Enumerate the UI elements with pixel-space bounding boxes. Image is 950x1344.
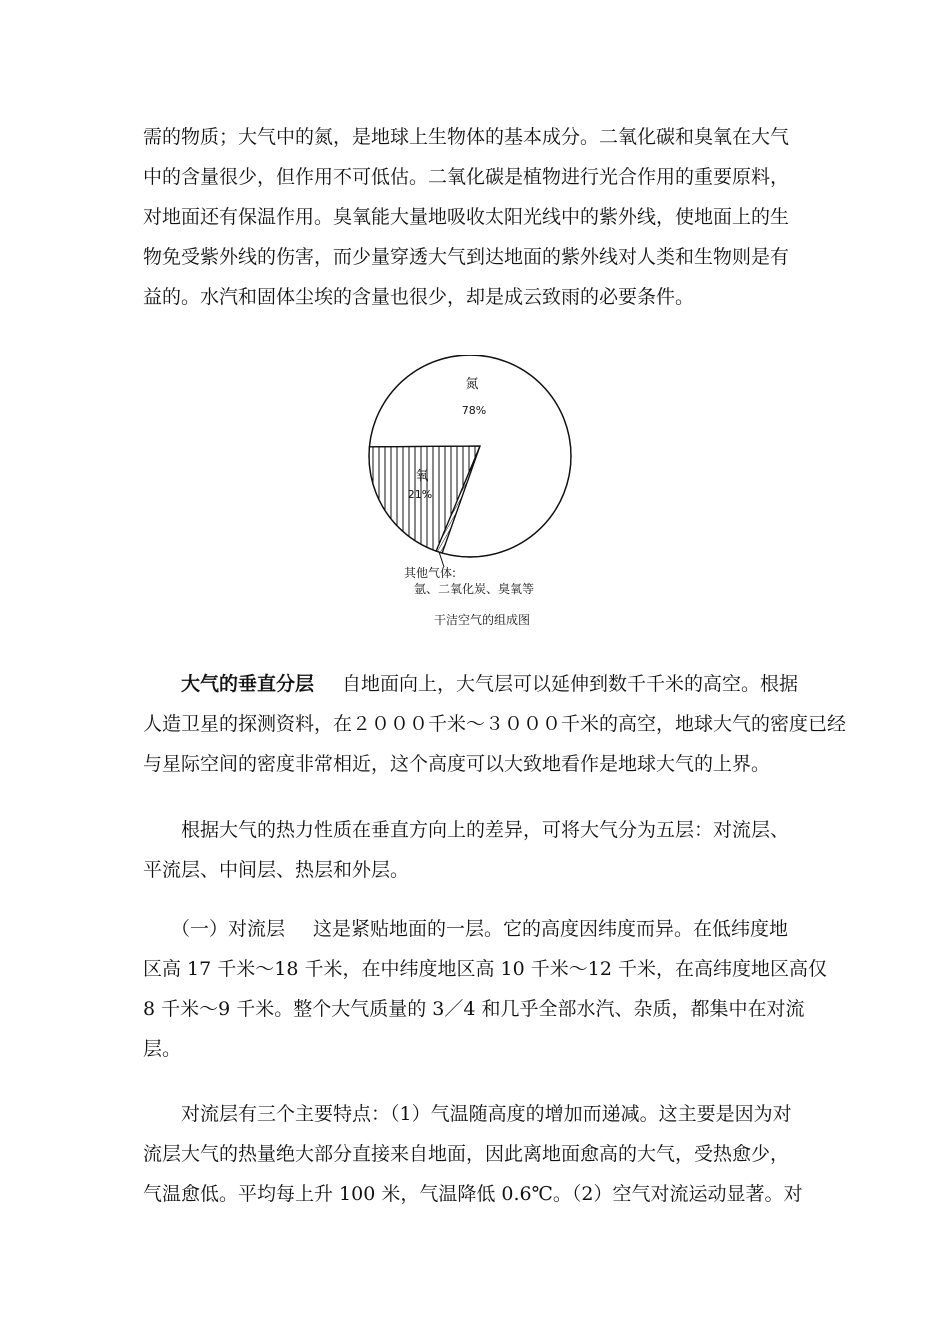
text-line: 8 千米～9 千米。整个大气质量的 3／4 和几乎全部水汽、杂质，都集中在对流 — [143, 998, 805, 1020]
text-line-with-heading — [143, 664, 808, 704]
slice-label-nitrogen: 氮 — [465, 377, 479, 392]
text-line: 自地面向上，大气层可以延伸到数千千米的高空。根据 — [342, 673, 799, 695]
figure-caption: 干洁空气的组成图 — [434, 613, 531, 627]
paragraph-vertical-layers — [143, 664, 847, 784]
text-line: 益的。水汽和固体尘埃的含量也很少，却是成云致雨的必要条件。 — [143, 286, 695, 308]
slice-label-other: 其他气体: — [404, 566, 457, 580]
leader-line-other — [439, 552, 444, 567]
text-line: 对地面还有保温作用。臭氧能大量地吸收太阳光线中的紫外线，使地面上的生 — [143, 206, 790, 228]
slice-label-oxygen: 氧 — [415, 469, 429, 484]
text-line: 区高 17 千米～18 千米，在中纬度地区高 10 千米～12 千米，在高纬度地区高仅 — [143, 958, 827, 980]
section-heading: 大气的垂直分层 — [181, 673, 315, 695]
text-line: 与星际空间的密度非常相近，这个高度可以大致地看作是地球大气的上界。 — [143, 753, 771, 775]
text-line: 平流层、中间层、热层和外层。 — [143, 859, 410, 881]
paragraph-five-layers — [143, 810, 808, 890]
pie-chart-svg — [360, 355, 590, 645]
paragraph-gas-roles — [143, 117, 808, 317]
text-line: 这是紧贴地面的一层。它的高度因纬度而异。在低纬度地 — [313, 918, 789, 940]
paragraph-troposphere-features — [143, 1094, 808, 1214]
text-line: 需的物质；大气中的氮，是地球上生物体的基本成分。二氧化碳和臭氧在大气 — [143, 126, 790, 148]
slice-sublabel-other: 氩、二氧化炭、臭氧等 — [414, 582, 535, 596]
text-line-with-heading — [143, 909, 808, 949]
text-line: 层。 — [143, 1038, 182, 1060]
text-line: 物免受紫外线的伤害，而少量穿透大气到达地面的紫外线对人类和生物则是有 — [143, 246, 790, 268]
text-line: 流层大气的热量绝大部分直接来自地面，因此离地面愈高的大气，受热愈少， — [143, 1143, 790, 1165]
paragraph-troposphere — [143, 909, 827, 1069]
air-composition-figure — [360, 355, 590, 645]
text-line: 中的含量很少，但作用不可低估。二氧化碳是植物进行光合作用的重要原料， — [143, 166, 790, 188]
text-line: 对流层有三个主要特点：（1）气温随高度的增加而递减。这主要是因为对 — [181, 1103, 792, 1125]
slice-value-nitrogen: 78% — [461, 404, 487, 417]
subsection-heading: （一）对流层 — [171, 918, 286, 940]
slice-value-oxygen: 21% — [407, 488, 433, 501]
text-line: 人造卫星的探测资料，在２０００千米～３０００千米的高空，地球大气的密度已经 — [143, 713, 847, 735]
text-line: 根据大气的热力性质在垂直方向上的差异，可将大气分为五层：对流层、 — [181, 819, 790, 841]
text-line: 气温愈低。平均每上升 100 米，气温降低 0.6℃。（2）空气对流运动显著。对 — [143, 1183, 803, 1205]
